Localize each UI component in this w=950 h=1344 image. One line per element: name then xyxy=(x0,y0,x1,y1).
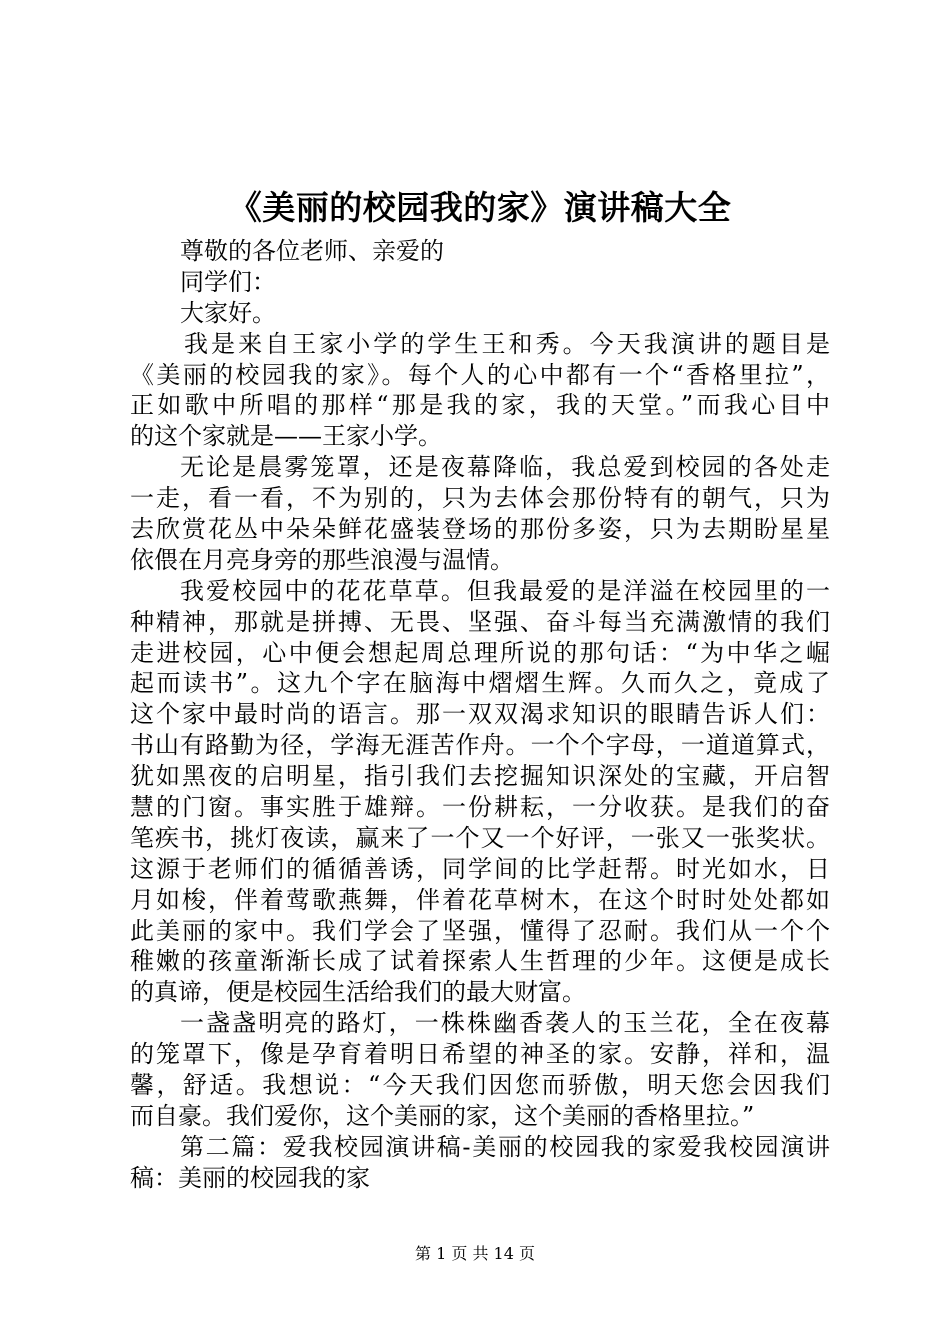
body-line: 这源于老师们的循循善诱，同学间的比学赶帮。时光如水，日 xyxy=(130,854,830,883)
body-line: 种精神，那就是拼搏、无畏、坚强、奋斗每当充满激情的我们 xyxy=(130,607,830,636)
body-line: 一盏盏明亮的路灯，一株株幽香袭人的玉兰花，全在夜幕 xyxy=(180,1009,830,1038)
body-line: 这个家中最时尚的语言。那一双双渴求知识的眼睛告诉人们： xyxy=(130,700,830,729)
body-line: 依偎在月亮身旁的那些浪漫与温情。 xyxy=(130,545,514,574)
body-line: 书山有路勤为径，学海无涯苦作舟。一个个字母，一道道算式， xyxy=(130,731,830,760)
body-line: 同学们： xyxy=(180,267,276,296)
body-line: 犹如黑夜的启明星，指引我们去挖掘知识深处的宝藏，开启智 xyxy=(130,762,830,791)
body-line: 稿：美丽的校园我的家 xyxy=(130,1163,370,1192)
body-line: 走进校园，心中便会想起周总理所说的那句话：“为中华之崛 xyxy=(130,638,830,667)
body-line: 第二篇：爱我校园演讲稿-美丽的校园我的家爱我校园演讲 xyxy=(180,1132,830,1161)
document-body xyxy=(130,236,830,1194)
body-line: 馨，舒适。我想说：“今天我们因您而骄傲，明天您会因我们 xyxy=(130,1071,830,1100)
body-line: 的这个家就是——王家小学。 xyxy=(130,422,442,451)
body-line: 我是来自王家小学的学生王和秀。今天我演讲的题目是 xyxy=(184,329,830,358)
body-line: 而自豪。我们爱你，这个美丽的家，这个美丽的香格里拉。” xyxy=(130,1101,755,1130)
body-line: 稚嫩的孩童渐渐长成了试着探索人生哲理的少年。这便是成长 xyxy=(130,947,830,976)
body-line: 无论是晨雾笼罩，还是夜幕降临，我总爱到校园的各处走 xyxy=(180,453,830,482)
body-line: 去欣赏花丛中朵朵鲜花盛装登场的那份多姿，只为去期盼星星 xyxy=(130,515,830,544)
document-title: 《美丽的校园我的家》演讲稿大全 xyxy=(228,188,732,227)
body-line: 的笼罩下，像是孕育着明日希望的神圣的家。安静，祥和，温 xyxy=(130,1040,830,1069)
body-line: 慧的门窗。事实胜于雄辩。一份耕耘，一分收获。是我们的奋 xyxy=(130,793,830,822)
body-line: 我爱校园中的花花草草。但我最爱的是洋溢在校园里的一 xyxy=(180,576,830,605)
body-line: 大家好。 xyxy=(180,298,276,327)
body-line: 《美丽的校园我的家》。每个人的心中都有一个“香格里拉”， xyxy=(130,360,830,389)
body-line: 一走，看一看，不为别的，只为去体会那份特有的朝气，只为 xyxy=(130,484,830,513)
body-line: 尊敬的各位老师、亲爱的 xyxy=(180,237,444,265)
body-line: 起而读书”。这九个字在脑海中熠熠生辉。久而久之，竟成了 xyxy=(130,669,830,698)
page-footer: 第 1 页 共 14 页 xyxy=(415,1244,535,1263)
body-line: 此美丽的家中。我们学会了坚强，懂得了忍耐。我们从一个个 xyxy=(130,916,830,945)
body-line: 的真谛，便是校园生活给我们的最大财富。 xyxy=(130,978,586,1007)
body-line: 笔疾书，挑灯夜读，赢来了一个又一个好评，一张又一张奖状。 xyxy=(130,823,830,852)
body-line: 正如歌中所唱的那样“那是我的家，我的天堂。”而我心目中 xyxy=(130,391,830,420)
body-line: 月如梭，伴着莺歌燕舞，伴着花草树木，在这个时时处处都如 xyxy=(130,885,830,914)
